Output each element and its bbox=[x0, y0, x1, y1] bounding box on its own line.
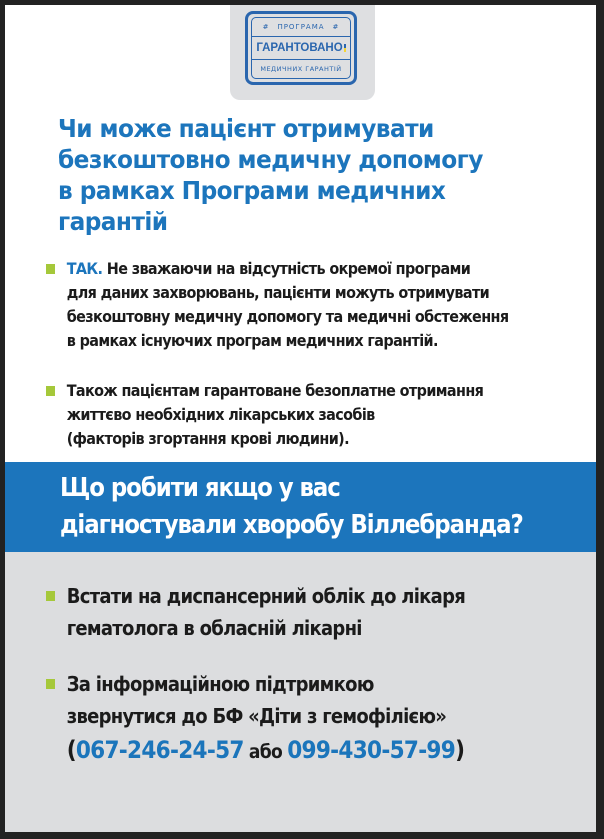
item-text: (факторів згортання крові людини). bbox=[66, 429, 349, 448]
program-stamp-logo-icon bbox=[245, 11, 357, 85]
contact-phones bbox=[67, 732, 596, 770]
heading-line: безкоштовно медичну допомогу bbox=[58, 145, 483, 174]
heading-line: в рамках Програми медичних bbox=[58, 176, 446, 205]
item-text: Також пацієнтам гарантоване безоплатне отримання bbox=[66, 381, 484, 400]
stamp-top-text: ПРОГРАМА bbox=[277, 23, 325, 31]
paren: ) bbox=[455, 736, 465, 764]
logo-container bbox=[230, 5, 375, 100]
ukraine-flag-icon bbox=[344, 44, 346, 52]
hash-icon: # bbox=[332, 23, 340, 31]
stamp-inner bbox=[251, 17, 351, 79]
item-text: звернутися до БФ «Діти з гемофілією» bbox=[66, 704, 447, 728]
list-item-contact-foundation bbox=[46, 668, 596, 770]
list-item-yes-answer bbox=[46, 257, 596, 353]
square-bullet-icon bbox=[46, 386, 55, 396]
item-text: Не зважаючи на відсутність окремої програми bbox=[102, 259, 471, 278]
yes-label: ТАК. bbox=[66, 259, 103, 278]
stamp-middle-text: ГАРАНТОВАНО bbox=[256, 42, 343, 54]
answer-list bbox=[46, 257, 586, 451]
main-heading bbox=[58, 113, 542, 237]
item-text: для даних захворювань, пацієнти можуть отримувати bbox=[66, 283, 490, 302]
list-item-guaranteed-medicines bbox=[46, 379, 596, 451]
square-bullet-icon bbox=[46, 591, 55, 601]
item-text: життєво необхідних лікарських засобів bbox=[66, 405, 375, 424]
banner-line: Що робити якщо у вас bbox=[60, 473, 340, 503]
item-text: Встати на диспансерний облік до лікаря bbox=[66, 584, 466, 608]
stamp-middle-row bbox=[252, 36, 350, 60]
stamp-bottom-text: МЕДИЧНИХ ГАРАНТІЙ bbox=[260, 65, 342, 73]
stamp-bottom-row bbox=[252, 60, 350, 78]
actions-section bbox=[5, 552, 596, 832]
paren: ( bbox=[66, 736, 76, 764]
square-bullet-icon bbox=[46, 264, 55, 274]
phone-number-1[interactable]: 067-246-24-57 bbox=[75, 736, 244, 764]
hash-icon: # bbox=[262, 23, 270, 31]
heading-line: гарантій bbox=[58, 207, 168, 236]
banner-title bbox=[60, 470, 523, 544]
item-text: безкоштовну медичну допомогу та медичні обстеження bbox=[66, 307, 509, 326]
heading-line: Чи може пацієнт отримувати bbox=[58, 114, 434, 143]
item-text: в рамках існуючих програм медичних гарантій. bbox=[66, 331, 438, 350]
phone-number-2[interactable]: 099-430-57-99 bbox=[287, 736, 456, 764]
square-bullet-icon bbox=[46, 679, 55, 689]
actions-list bbox=[46, 580, 596, 770]
banner-line: діагностували хворобу Віллебранда? bbox=[60, 510, 523, 540]
item-text: За інформаційною підтримкою bbox=[66, 672, 374, 696]
section-banner bbox=[5, 462, 596, 552]
poster bbox=[5, 5, 596, 832]
stamp-top-row bbox=[252, 18, 350, 36]
phone-separator: або bbox=[243, 741, 288, 763]
item-text: гематолога в обласній лікарні bbox=[66, 616, 362, 640]
list-item-register-hematologist bbox=[46, 580, 596, 644]
